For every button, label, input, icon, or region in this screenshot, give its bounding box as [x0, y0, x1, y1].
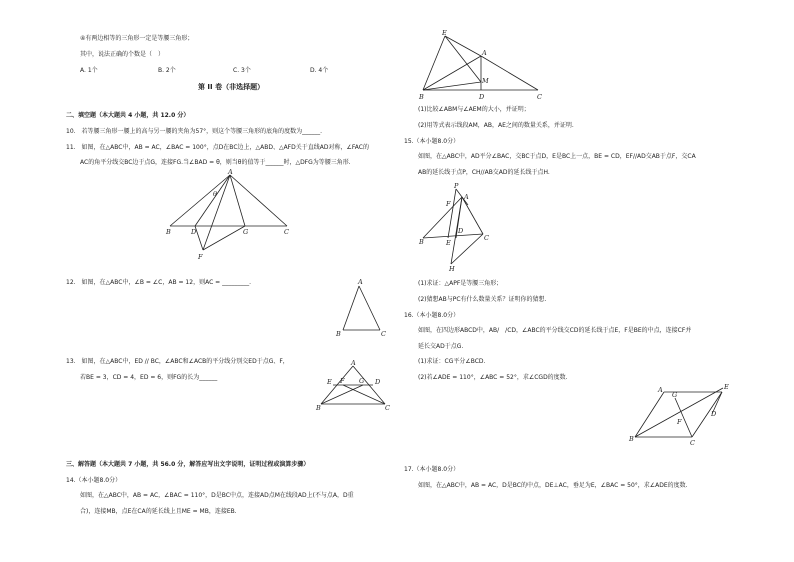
volume-title: 第 II 卷（非选择题） [198, 83, 265, 91]
section-2-heading: 二、填空题（本大题共 4 小题，共 12.0 分） [66, 112, 190, 119]
fig15-label-p: P [454, 182, 459, 190]
figure-q11 [165, 170, 295, 260]
fig16-label-b: B [629, 435, 634, 443]
fig11-label-c: C [284, 228, 289, 236]
question-13-line1: 13. 如图，在△ABC中，ED // BC，∠ABC和∠ACB的平分线分别交ED于点G、F， [66, 358, 289, 365]
question-17-heading: 17.（本小题8.0分） [404, 466, 460, 473]
question-14-part1: (1)比较∠ABM与∠AEM的大小，并证明； [418, 106, 530, 113]
fig13-label-g: G [359, 377, 365, 385]
question-10: 10. 若等腰三角形一腰上的高与另一腰的夹角为57°，则这个等腰三角形的底角的度数为______. [66, 128, 323, 135]
fig13-label-e: E [327, 378, 332, 386]
question-14-part2: (2)用等式表示线段AM，AB，AE之间的数量关系，并证明. [418, 122, 574, 129]
fig14-label-c: C [537, 93, 542, 101]
fig12-label-c: C [381, 330, 386, 338]
q-prev-option-c: C. 3个 [233, 67, 251, 74]
fig12-label-b: B [336, 330, 341, 338]
fig15-label-c: C [484, 234, 489, 242]
question-17-line1: 如图，在△ABC中，AB = AC，D是BC的中点，DE⊥AC，垂足为E，∠BAC = 50°，求∠ADE的度数. [418, 482, 688, 489]
question-14-heading: 14.（本小题8.0分） [66, 477, 122, 484]
fig15-label-f: F [446, 200, 451, 208]
fig16-label-f: F [677, 418, 682, 426]
question-16-part2: (2)若∠ADE = 110°，∠ABC = 52°，求∠CGD的度数. [418, 374, 568, 381]
fig12-label-a: A [358, 278, 363, 286]
figure-q14 [418, 30, 548, 105]
q-prev-option-d: D. 4个 [310, 67, 329, 74]
fig11-label-g: G [243, 228, 249, 236]
question-14-line1: 如图，在△ABC中，AB = AC，∠BAC = 110°，D是BC中点，连接AD点M在线段AD上(不与点A，D重 [80, 492, 354, 499]
section-3-heading: 三、解答题（本大题共 7 小题，共 56.0 分，解答应写出文字说明，证明过程或演算步骤） [66, 461, 310, 468]
fig15-label-a: A [464, 193, 469, 201]
question-15-line1: 如图，在△ABC中，AD平分∠BAC，交BC于点D，E是BC上一点，BE = CD，EF//AD交AB于点F，交CA [418, 153, 696, 160]
fig15-label-h: H [449, 265, 455, 273]
figure-q13 [315, 360, 395, 412]
fig14-label-a: A [482, 49, 487, 57]
q-prev-item4: ④有两边相等的三角形一定是等腰三角形； [80, 35, 194, 42]
question-15-line2: AB的延长线于点P，CH//AB交AD的延长线于点H. [418, 169, 550, 176]
fig13-label-d: D [375, 378, 381, 386]
question-16-part1: (1)求证：CG平分∠BCD. [418, 358, 486, 365]
question-14-line2: 合)，连接MB，点E在CA的延长线上且ME = MB，连接EB. [80, 508, 237, 515]
figure-q15 [418, 182, 498, 272]
question-16-heading: 16.（本小题8.0分） [404, 312, 460, 319]
question-11-line1: 11. 如图，在△ABC中，AB = AC，∠BAC = 100°，点D在BC边上，△ABD、△AFD关于直线AD对称，∠FAC的 [66, 144, 369, 151]
fig11-label-b: B [166, 228, 171, 236]
fig16-label-c: C [690, 439, 695, 447]
fig15-label-e: E [446, 239, 451, 247]
fig15-label-b: B [419, 238, 424, 246]
fig16-label-g: G [672, 391, 678, 399]
fig13-label-b: B [316, 404, 321, 412]
fig14-label-d: D [479, 93, 485, 101]
fig16-label-a: A [658, 386, 663, 394]
question-16-line1: 如图，在四边形ABCD中，AB/ /CD，∠ABC的平分线交CD的延长线于点E，F是BE的中点，连接CF并 [418, 327, 692, 334]
question-12: 12. 如图，在△ABC中，∠B = ∠C，AB = 12，则AC = _________. [66, 279, 252, 286]
question-11-line2: AC的角平分线交BC边于点G，连接FG.当∠BAD = θ，则当θ的值等于______时，△DFG为等腰三角形. [80, 159, 351, 166]
figure-q16 [628, 382, 738, 448]
q-prev-option-a: A. 1个 [80, 67, 98, 74]
fig16-label-d: D [711, 410, 717, 418]
fig13-label-f: F [340, 377, 345, 385]
question-15-part2: (2)猜想AB与PC有什么数量关系？证明你的猜想. [418, 296, 547, 303]
fig11-label-a: A [228, 168, 233, 176]
fig13-label-c: C [385, 404, 390, 412]
q-prev-option-b: B. 2个 [158, 67, 176, 74]
figure-q12 [335, 278, 395, 340]
q-prev-stem: 其中，说法正确的个数是（ ） [80, 51, 165, 58]
fig11-label-f: F [198, 253, 203, 261]
fig11-label-theta: θ [213, 190, 217, 198]
fig16-label-e: E [724, 383, 729, 391]
fig14-label-e: E [442, 29, 447, 37]
fig14-label-m: M [482, 77, 489, 85]
question-13-line2: 若BE = 3，CD = 4，ED = 6，则FG的长为______ [80, 374, 218, 381]
question-15-heading: 15.（本小题8.0分） [404, 138, 460, 145]
question-15-part1: (1)求证：△APF是等腰三角形； [418, 280, 503, 287]
fig14-label-b: B [419, 93, 424, 101]
fig11-label-d: D [191, 228, 197, 236]
fig15-label-d: D [458, 227, 464, 235]
question-16-line2: 延长交AD于点G. [418, 343, 464, 350]
fig13-label-a: A [351, 359, 356, 367]
